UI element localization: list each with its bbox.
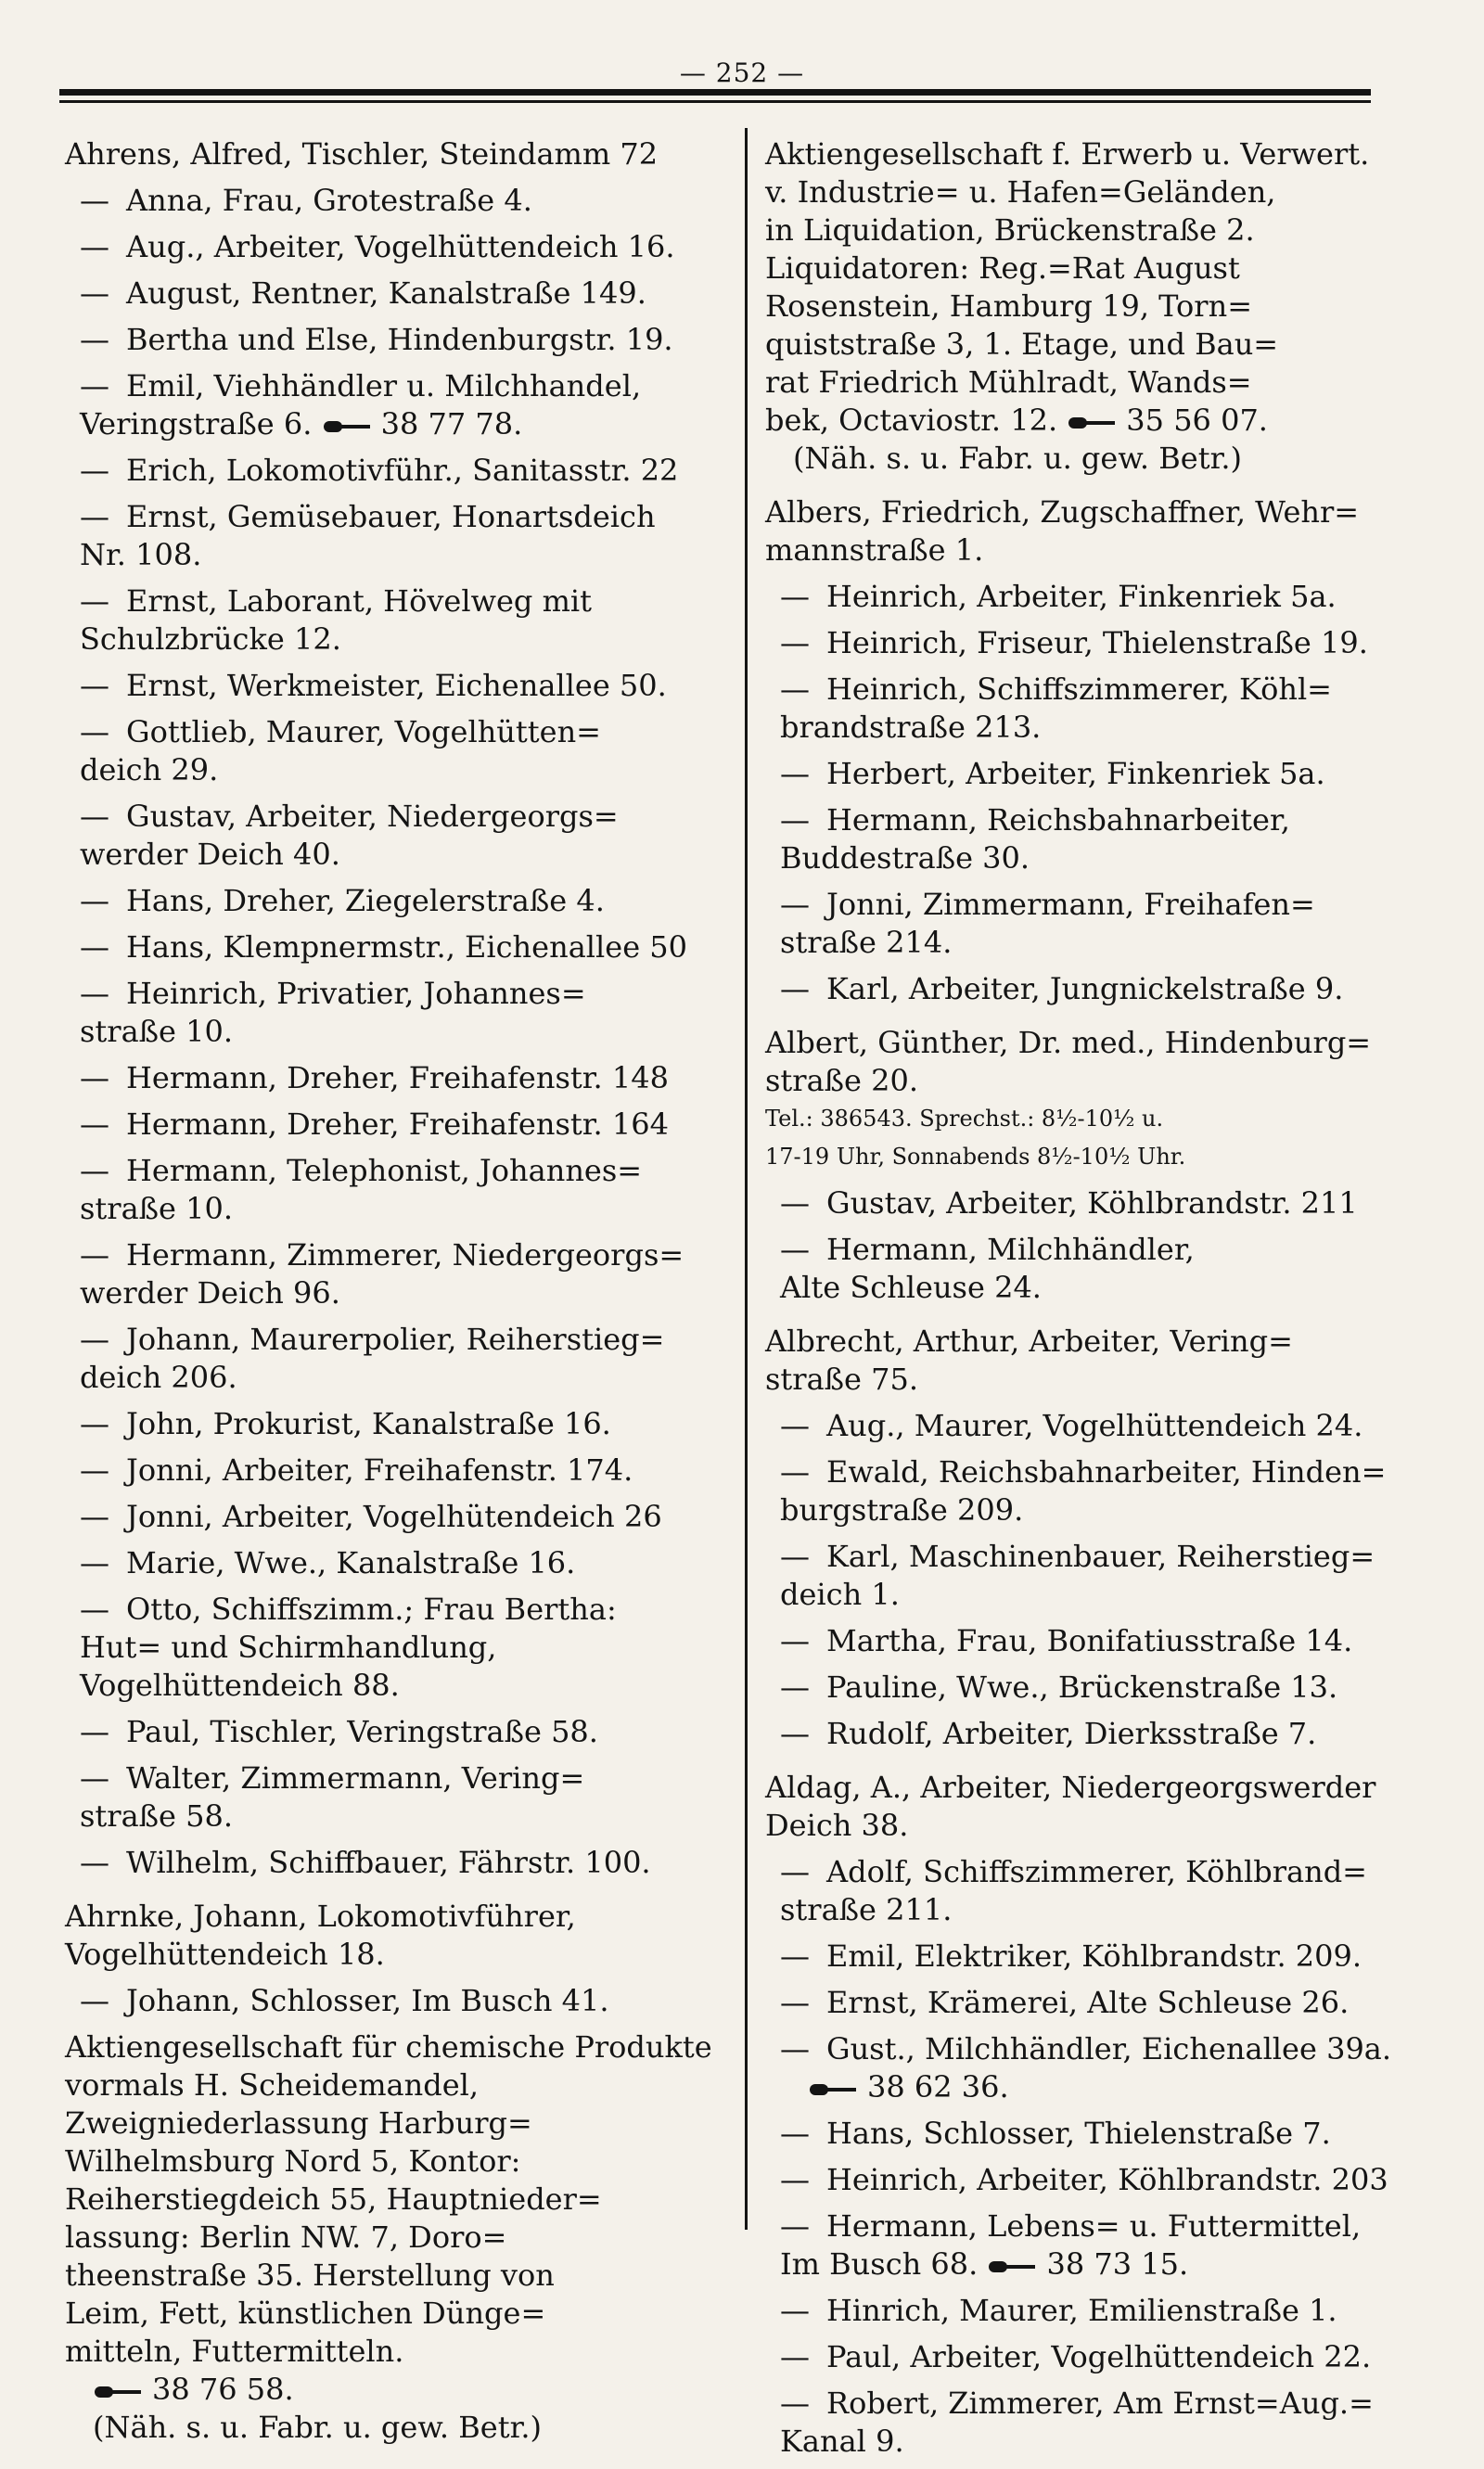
- directory-entry: [65, 2028, 733, 2447]
- directory-entry: [65, 1452, 733, 1490]
- directory-entry: [65, 882, 733, 920]
- entry-line: Veringstraße 6. 38 77 78.: [80, 406, 523, 441]
- entry-line: — Emil, Elektriker, Köhlbrandstr. 209.: [780, 1938, 1362, 1974]
- entry-line: — Johann, Maurerpolier, Reiherstieg=: [80, 1322, 665, 1357]
- ditto-dash: —: [780, 1539, 810, 1574]
- directory-entry: [65, 1759, 733, 1836]
- entry-line: theenstraße 35. Herstellung von: [65, 2258, 555, 2293]
- entry-line: — Aug., Arbeiter, Vogelhüttendeich 16.: [80, 229, 675, 264]
- directory-entry: [765, 1715, 1442, 1753]
- entry-line: Aktiengesellschaft f. Erwerb u. Verwert.: [765, 136, 1370, 172]
- entry-line: — Ernst, Werkmeister, Eichenallee 50.: [80, 668, 667, 703]
- directory-entry: [765, 1669, 1442, 1707]
- ditto-dash: —: [80, 1322, 109, 1357]
- directory-entry: [765, 2292, 1442, 2330]
- entry-line: — Hermann, Dreher, Freihafenstr. 164: [80, 1107, 669, 1142]
- ditto-dash: —: [80, 976, 109, 1011]
- directory-entry: [765, 2385, 1442, 2461]
- entry-line: quiststraße 3, 1. Etage, und Bau=: [765, 326, 1279, 362]
- directory-entry: [765, 970, 1442, 1008]
- entry-line: — Hermann, Zimmerer, Niedergeorgs=: [80, 1237, 684, 1273]
- phone-line: [826, 2068, 1442, 2106]
- ditto-dash: —: [780, 2293, 810, 2328]
- header-rule-thin: [59, 100, 1371, 103]
- ditto-dash: —: [80, 1545, 109, 1580]
- ditto-dash: —: [80, 453, 109, 488]
- entry-line: — Herbert, Arbeiter, Finkenriek 5a.: [780, 756, 1325, 791]
- entry-line: mitteln, Futtermitteln.: [65, 2334, 404, 2369]
- ditto-dash: —: [780, 2031, 810, 2066]
- entry-line: — Erich, Lokomotivführ., Sanitasstr. 22: [80, 453, 679, 488]
- entry-line: — Wilhelm, Schiffbauer, Fährstr. 100.: [80, 1845, 651, 1880]
- entry-line: Ahrnke, Johann, Lokomotivführer,: [65, 1899, 576, 1934]
- ditto-dash: —: [780, 1408, 810, 1443]
- directory-entry: [65, 275, 733, 313]
- ditto-dash: —: [80, 1760, 109, 1796]
- directory-entry: [65, 182, 733, 220]
- entry-line: — Johann, Schlosser, Im Busch 41.: [80, 1983, 609, 2018]
- entry-line: — Bertha und Else, Hindenburgstr. 19.: [80, 322, 673, 357]
- directory-entry: [765, 1853, 1442, 1929]
- entry-line: werder Deich 96.: [80, 1275, 340, 1311]
- ditto-dash: —: [80, 1060, 109, 1095]
- entry-line: — August, Rentner, Kanalstraße 149.: [80, 275, 646, 311]
- cross-reference: (Näh. s. u. Fabr. u. gew. Betr.): [93, 2410, 543, 2445]
- entry-line: vormals H. Scheidemandel,: [65, 2067, 480, 2103]
- directory-entry: [765, 1769, 1442, 1845]
- cross-reference: (Näh. s. u. Fabr. u. gew. Betr.): [793, 441, 1243, 476]
- left-column: [65, 135, 733, 2455]
- ditto-dash: —: [780, 2162, 810, 2197]
- ditto-dash: —: [780, 672, 810, 707]
- entry-line: — Hans, Schlosser, Thielenstraße 7.: [780, 2116, 1331, 2151]
- right-column: [765, 135, 1442, 2469]
- directory-entry: [765, 1323, 1442, 1399]
- telephone-icon: [322, 417, 372, 436]
- entry-line: straße 20.: [765, 1063, 919, 1098]
- entry-line: — Gustav, Arbeiter, Niedergeorgs=: [80, 799, 619, 834]
- page-number: — 252 —: [679, 58, 805, 88]
- entry-line: Kanal 9.: [780, 2424, 904, 2459]
- entry-line: deich 29.: [80, 752, 219, 787]
- directory-entry: [765, 493, 1442, 569]
- entry-line: Deich 38.: [765, 1808, 909, 1843]
- entry-line: — Ernst, Gemüsebauer, Honartsdeich: [80, 499, 656, 534]
- entry-line: straße 10.: [80, 1014, 234, 1049]
- directory-entry: [65, 975, 733, 1051]
- entry-line: — Marie, Wwe., Kanalstraße 16.: [80, 1545, 576, 1580]
- entry-line: — Karl, Arbeiter, Jungnickelstraße 9.: [780, 971, 1344, 1006]
- entry-line: v. Industrie= u. Hafen=Geländen,: [765, 174, 1276, 210]
- ditto-dash: —: [80, 183, 109, 218]
- directory-entry: [65, 1544, 733, 1582]
- entry-line: Albrecht, Arthur, Arbeiter, Vering=: [765, 1324, 1293, 1359]
- directory-entry: [765, 1453, 1442, 1529]
- ditto-dash: —: [780, 756, 810, 791]
- header-rule-thick: [59, 89, 1371, 96]
- entry-line: straße 211.: [780, 1892, 953, 1927]
- entry-line: straße 75.: [765, 1362, 919, 1397]
- ditto-dash: —: [780, 2386, 810, 2421]
- ditto-dash: —: [80, 229, 109, 264]
- directory-entry: [765, 578, 1442, 616]
- ditto-dash: —: [780, 887, 810, 922]
- ditto-dash: —: [780, 625, 810, 660]
- ditto-dash: —: [780, 971, 810, 1006]
- entry-line: Vogelhüttendeich 88.: [80, 1668, 400, 1703]
- phone-number: 38 73 15.: [1046, 2246, 1189, 2282]
- ditto-dash: —: [780, 1623, 810, 1658]
- directory-entry: [65, 228, 733, 266]
- ditto-dash: —: [80, 1406, 109, 1441]
- entry-line: — Hermann, Reichsbahnarbeiter,: [780, 802, 1290, 838]
- entry-line: Schulzbrücke 12.: [80, 621, 341, 657]
- entry-line: — Hermann, Lebens= u. Futtermittel,: [780, 2208, 1362, 2244]
- entry-line: Leim, Fett, künstlichen Dünge=: [65, 2296, 546, 2331]
- directory-entry: [765, 1184, 1442, 1222]
- entry-line: — Hermann, Dreher, Freihafenstr. 148: [80, 1060, 669, 1095]
- ditto-dash: —: [80, 799, 109, 834]
- ditto-dash: —: [80, 1983, 109, 2018]
- ditto-dash: —: [80, 1237, 109, 1273]
- directory-entry: [65, 1498, 733, 1536]
- entry-line: burgstraße 209.: [780, 1492, 1024, 1528]
- entry-line: — Anna, Frau, Grotestraße 4.: [80, 183, 532, 218]
- ditto-dash: —: [80, 1592, 109, 1627]
- phone-number: 38 77 78.: [380, 406, 523, 441]
- entry-line: Albers, Friedrich, Zugschaffner, Wehr=: [765, 494, 1360, 530]
- entry-line: Ahrens, Alfred, Tischler, Steindamm 72: [65, 136, 659, 172]
- directory-entry: [65, 798, 733, 874]
- entry-line: — Hinrich, Maurer, Emilienstraße 1.: [780, 2293, 1337, 2328]
- ditto-dash: —: [80, 1107, 109, 1142]
- entry-line: — Heinrich, Privatier, Johannes=: [80, 976, 586, 1011]
- office-hours-line: 17-19 Uhr, Sonnabends 8½-10½ Uhr.: [765, 1144, 1186, 1170]
- entry-line: — Heinrich, Friseur, Thielenstraße 19.: [780, 625, 1368, 660]
- entry-line: werder Deich 40.: [80, 837, 340, 872]
- directory-entry: [765, 2030, 1442, 2106]
- directory-entry: [765, 2161, 1442, 2199]
- directory-entry: [65, 667, 733, 705]
- entry-line: Aktiengesellschaft für chemische Produkte: [65, 2029, 712, 2065]
- ditto-dash: —: [80, 322, 109, 357]
- ditto-dash: —: [80, 275, 109, 311]
- directory-entry: [765, 1024, 1442, 1176]
- entry-line: — Hans, Dreher, Ziegelerstraße 4.: [80, 883, 605, 918]
- ditto-dash: —: [780, 1669, 810, 1705]
- phone-line: [111, 2371, 733, 2409]
- entry-line: Vogelhüttendeich 18.: [65, 1937, 385, 1972]
- directory-entry: [65, 135, 733, 173]
- ditto-dash: —: [780, 1938, 810, 1974]
- entry-line: — Paul, Arbeiter, Vogelhüttendeich 22.: [780, 2339, 1372, 2374]
- directory-entry: [765, 2115, 1442, 2153]
- ditto-dash: —: [780, 2116, 810, 2151]
- directory-entry: [765, 755, 1442, 793]
- entry-line: in Liquidation, Brückenstraße 2.: [765, 212, 1255, 248]
- entry-line: — Heinrich, Arbeiter, Köhlbrandstr. 203: [780, 2162, 1388, 2197]
- ditto-dash: —: [80, 1499, 109, 1534]
- directory-entry: [765, 135, 1442, 478]
- entry-line: straße 214.: [780, 925, 953, 960]
- entry-line: — Gustav, Arbeiter, Köhlbrandstr. 211: [780, 1185, 1358, 1221]
- entry-line: deich 1.: [780, 1577, 900, 1612]
- telephone-icon: [987, 2258, 1037, 2276]
- entry-line: Zweigniederlassung Harburg=: [65, 2105, 532, 2141]
- entry-line: — Robert, Zimmerer, Am Ernst=Aug.=: [780, 2386, 1374, 2421]
- directory-entry: [765, 886, 1442, 962]
- telephone-icon: [93, 2383, 143, 2401]
- ditto-dash: —: [80, 1452, 109, 1488]
- ditto-dash: —: [780, 1232, 810, 1267]
- ditto-dash: —: [80, 883, 109, 918]
- directory-entry: [765, 671, 1442, 747]
- entry-line: — Ewald, Reichsbahnarbeiter, Hinden=: [780, 1454, 1387, 1490]
- ditto-dash: —: [780, 1854, 810, 1889]
- directory-entry: [765, 2207, 1442, 2284]
- entry-line: — Walter, Zimmermann, Vering=: [80, 1760, 585, 1796]
- directory-entry: [65, 1844, 733, 1882]
- entry-line: — Pauline, Wwe., Brückenstraße 13.: [780, 1669, 1338, 1705]
- entry-line: — Karl, Maschinenbauer, Reiherstieg=: [780, 1539, 1375, 1574]
- directory-entry: [765, 1538, 1442, 1614]
- ditto-dash: —: [80, 714, 109, 749]
- directory-entry: [765, 1984, 1442, 2022]
- ditto-dash: —: [80, 1714, 109, 1749]
- telephone-icon: [1067, 414, 1117, 432]
- entry-line: Aldag, A., Arbeiter, Niedergeorgswerder: [765, 1770, 1376, 1805]
- ditto-dash: —: [80, 668, 109, 703]
- ditto-dash: —: [780, 2208, 810, 2244]
- entry-line: mannstraße 1.: [765, 532, 984, 568]
- entry-line: — Gust., Milchhändler, Eichenallee 39a.: [780, 2031, 1392, 2066]
- entry-line: — Ernst, Krämerei, Alte Schleuse 26.: [780, 1985, 1350, 2020]
- ditto-dash: —: [80, 1153, 109, 1188]
- directory-entry: [65, 321, 733, 359]
- directory-entry: [65, 452, 733, 490]
- directory-entry: [765, 2338, 1442, 2376]
- entry-line: — Rudolf, Arbeiter, Dierksstraße 7.: [780, 1716, 1317, 1751]
- telephone-icon: [808, 2080, 858, 2099]
- ditto-dash: —: [780, 579, 810, 614]
- entry-line: — Jonni, Arbeiter, Freihafenstr. 174.: [80, 1452, 633, 1488]
- ditto-dash: —: [780, 802, 810, 838]
- directory-entry: [65, 1982, 733, 2020]
- entry-line: bek, Octaviostr. 12. 35 56 07.: [765, 403, 1268, 438]
- ditto-dash: —: [80, 929, 109, 965]
- directory-entry: [765, 1407, 1442, 1445]
- entry-line: Liquidatoren: Reg.=Rat August: [765, 250, 1240, 286]
- ditto-dash: —: [80, 499, 109, 534]
- entry-line: Hut= und Schirmhandlung,: [80, 1630, 497, 1665]
- entry-line: — Hans, Klempnermstr., Eichenallee 50: [80, 929, 688, 965]
- ditto-dash: —: [780, 2339, 810, 2374]
- directory-entry: [765, 1938, 1442, 1976]
- phone-number: 35 56 07.: [1126, 403, 1268, 438]
- ditto-dash: —: [80, 583, 109, 619]
- entry-line: — Ernst, Laborant, Hövelweg mit: [80, 583, 592, 619]
- entry-line: — Adolf, Schiffszimmerer, Köhlbrand=: [780, 1854, 1367, 1889]
- entry-line: Albert, Günther, Dr. med., Hindenburg=: [765, 1025, 1372, 1060]
- directory-entry: [65, 928, 733, 966]
- office-hours-line: Tel.: 386543. Sprechst.: 8½-10½ u.: [765, 1106, 1164, 1132]
- ditto-dash: —: [780, 1454, 810, 1490]
- entry-line: Buddestraße 30.: [780, 840, 1030, 876]
- directory-entry: [65, 1713, 733, 1751]
- directory-entry: [765, 624, 1442, 662]
- entry-line: Wilhelmsburg Nord 5, Kontor:: [65, 2143, 521, 2179]
- entry-line: — Otto, Schiffszimm.; Frau Bertha:: [80, 1592, 617, 1627]
- entry-line: Im Busch 68. 38 73 15.: [780, 2246, 1189, 2282]
- directory-entry: [65, 713, 733, 789]
- directory-entry: [65, 1405, 733, 1443]
- entry-line: — Hermann, Milchhändler,: [780, 1232, 1195, 1267]
- entry-line: — John, Prokurist, Kanalstraße 16.: [80, 1406, 611, 1441]
- entry-line: deich 206.: [80, 1360, 237, 1395]
- directory-entry: [65, 498, 733, 574]
- directory-entry: [65, 1236, 733, 1312]
- ditto-dash: —: [80, 1845, 109, 1880]
- ditto-dash: —: [780, 1185, 810, 1221]
- ditto-dash: —: [80, 368, 109, 403]
- entry-line: Nr. 108.: [80, 537, 202, 572]
- directory-entry: [765, 1622, 1442, 1660]
- directory-entry: [65, 582, 733, 659]
- directory-entry: [65, 1152, 733, 1228]
- entry-line: lassung: Berlin NW. 7, Doro=: [65, 2220, 507, 2255]
- entry-line: straße 10.: [80, 1191, 234, 1226]
- entry-line: brandstraße 213.: [780, 710, 1042, 745]
- entry-line: — Paul, Tischler, Veringstraße 58.: [80, 1714, 598, 1749]
- entry-line: — Martha, Frau, Bonifatiusstraße 14.: [780, 1623, 1353, 1658]
- entry-line: — Jonni, Arbeiter, Vogelhütendeich 26: [80, 1499, 662, 1534]
- entry-line: — Jonni, Zimmermann, Freihafen=: [780, 887, 1315, 922]
- entry-line: — Hermann, Telephonist, Johannes=: [80, 1153, 643, 1188]
- entry-line: rat Friedrich Mühlradt, Wands=: [765, 365, 1252, 400]
- phone-number: 38 76 58.: [152, 2372, 294, 2407]
- entry-line: — Heinrich, Schiffszimmerer, Köhl=: [780, 672, 1332, 707]
- directory-entry: [765, 1231, 1442, 1307]
- directory-entry: [65, 1591, 733, 1705]
- phone-number: 38 62 36.: [867, 2069, 1009, 2104]
- entry-line: — Heinrich, Arbeiter, Finkenriek 5a.: [780, 579, 1337, 614]
- directory-entry: [65, 1321, 733, 1397]
- entry-line: straße 58.: [80, 1798, 234, 1834]
- entry-line: Reiherstiegdeich 55, Hauptnieder=: [65, 2181, 602, 2217]
- column-divider: [745, 128, 748, 2230]
- entry-line: Rosenstein, Hamburg 19, Torn=: [765, 288, 1253, 324]
- directory-entry: [65, 1059, 733, 1097]
- entry-line: — Emil, Viehhändler u. Milchhandel,: [80, 368, 642, 403]
- directory-entry: [765, 801, 1442, 877]
- directory-entry: [65, 367, 733, 443]
- directory-entry: [65, 1898, 733, 1974]
- entry-line: — Gottlieb, Maurer, Vogelhütten=: [80, 714, 601, 749]
- ditto-dash: —: [780, 1716, 810, 1751]
- entry-line: — Aug., Maurer, Vogelhüttendeich 24.: [780, 1408, 1363, 1443]
- entry-line: Alte Schleuse 24.: [780, 1270, 1042, 1305]
- ditto-dash: —: [780, 1985, 810, 2020]
- directory-entry: [65, 1106, 733, 1144]
